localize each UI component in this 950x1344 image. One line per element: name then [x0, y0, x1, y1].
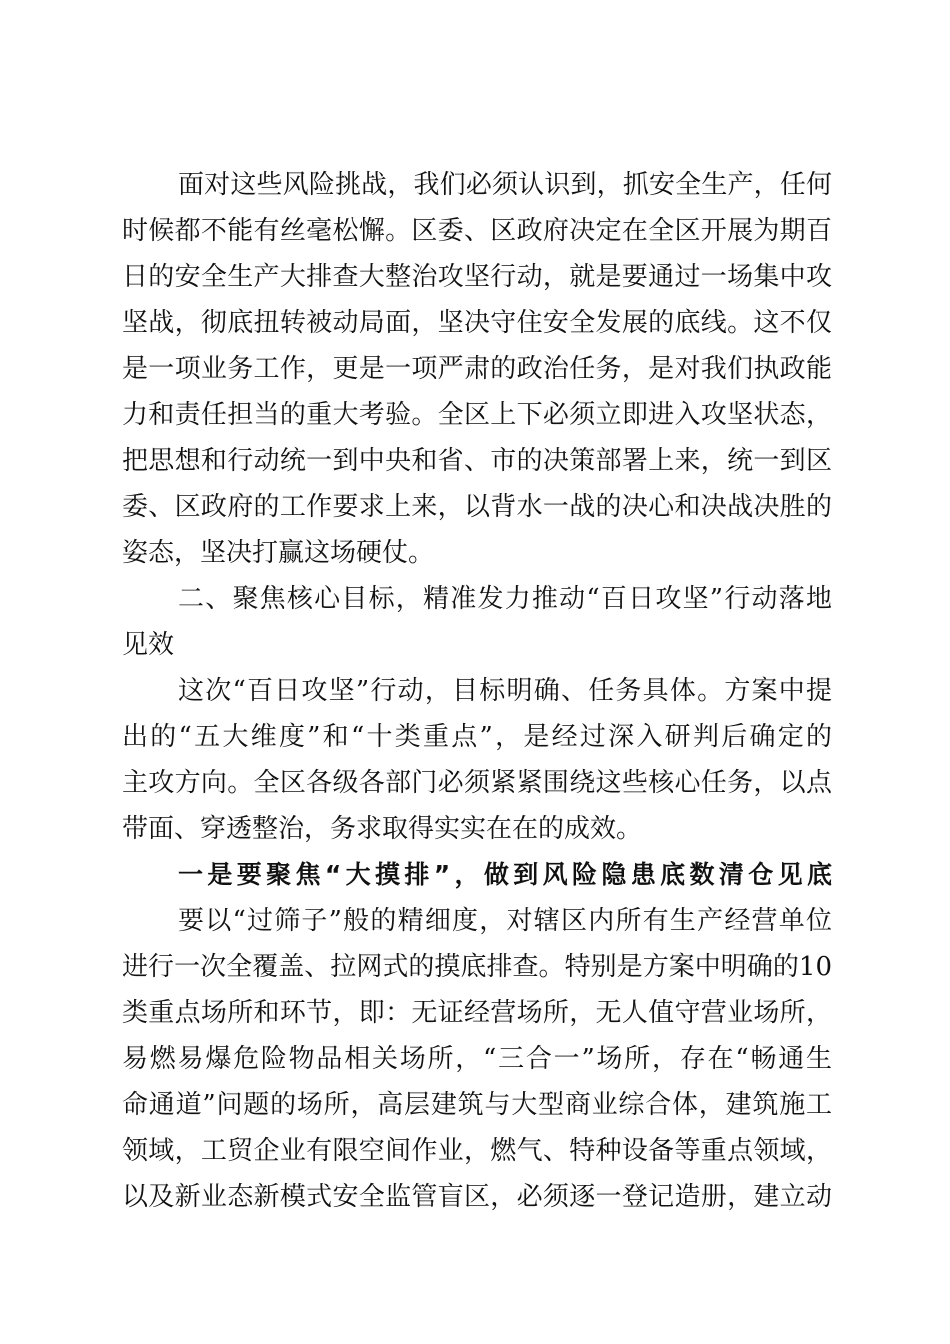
paragraph-line: 带面、穿透整治，务求取得实实在在的成效。 [122, 814, 643, 844]
paragraph-line: 要以“过筛子”般的精细度，对辖区内所有生产经营单位 [178, 906, 832, 936]
paragraph-line: 是一项业务工作，更是一项严肃的政治任务，是对我们执政能 [122, 354, 832, 384]
paragraph-line: 时候都不能有丝毫松懈。区委、区政府决定在全区开展为期百 [122, 216, 832, 246]
paragraph-line: 类重点场所和环节，即：无证经营场所，无人值守营业场所， [122, 998, 832, 1028]
paragraph-line: 这次“百日攻坚”行动，目标明确、任务具体。方案中提 [178, 676, 832, 706]
paragraph-line: 以及新业态新模式安全监管盲区，必须逐一登记造册，建立动 [122, 1182, 832, 1212]
paragraph-line: 主攻方向。全区各级各部门必须紧紧围绕这些核心任务，以点 [122, 768, 832, 798]
paragraph-line: 姿态，坚决打赢这场硬仗。 [122, 538, 435, 568]
paragraph-line: 力和责任担当的重大考验。全区上下必须立即进入攻坚状态， [122, 400, 832, 430]
paragraph-line: 易燃易爆危险物品相关场所，“三合一”场所，存在“畅通生 [122, 1044, 832, 1074]
paragraph-line: 命通道”问题的场所，高层建筑与大型商业综合体，建筑施工 [122, 1090, 832, 1120]
section-heading: 见效 [122, 630, 175, 660]
paragraph-line: 领域，工贸企业有限空间作业，燃气、特种设备等重点领域， [122, 1136, 832, 1166]
paragraph-line: 面对这些风险挑战，我们必须认识到，抓安全生产，任何 [178, 170, 832, 200]
paragraph-line: 坚战，彻底扭转被动局面，坚决守住安全发展的底线。这不仅 [122, 308, 832, 338]
paragraph-line: 把思想和行动统一到中央和省、市的决策部署上来，统一到区 [122, 446, 832, 476]
section-heading: 二、聚焦核心目标，精准发力推动“百日攻坚”行动落地 [178, 584, 832, 614]
paragraph-line: 出的“五大维度”和“十类重点”，是经过深入研判后确定的 [122, 722, 832, 752]
paragraph-line: 日的安全生产大排查大整治攻坚行动，就是要通过一场集中攻 [122, 262, 832, 292]
paragraph-line: 委、区政府的工作要求上来，以背水一战的决心和决战决胜的 [122, 492, 832, 522]
subsection-heading: 一是要聚焦“大摸排”，做到风险隐患底数清仓见底 [178, 860, 832, 889]
paragraph-line: 进行一次全覆盖、拉网式的摸底排查。特别是方案中明确的10 [122, 952, 832, 982]
